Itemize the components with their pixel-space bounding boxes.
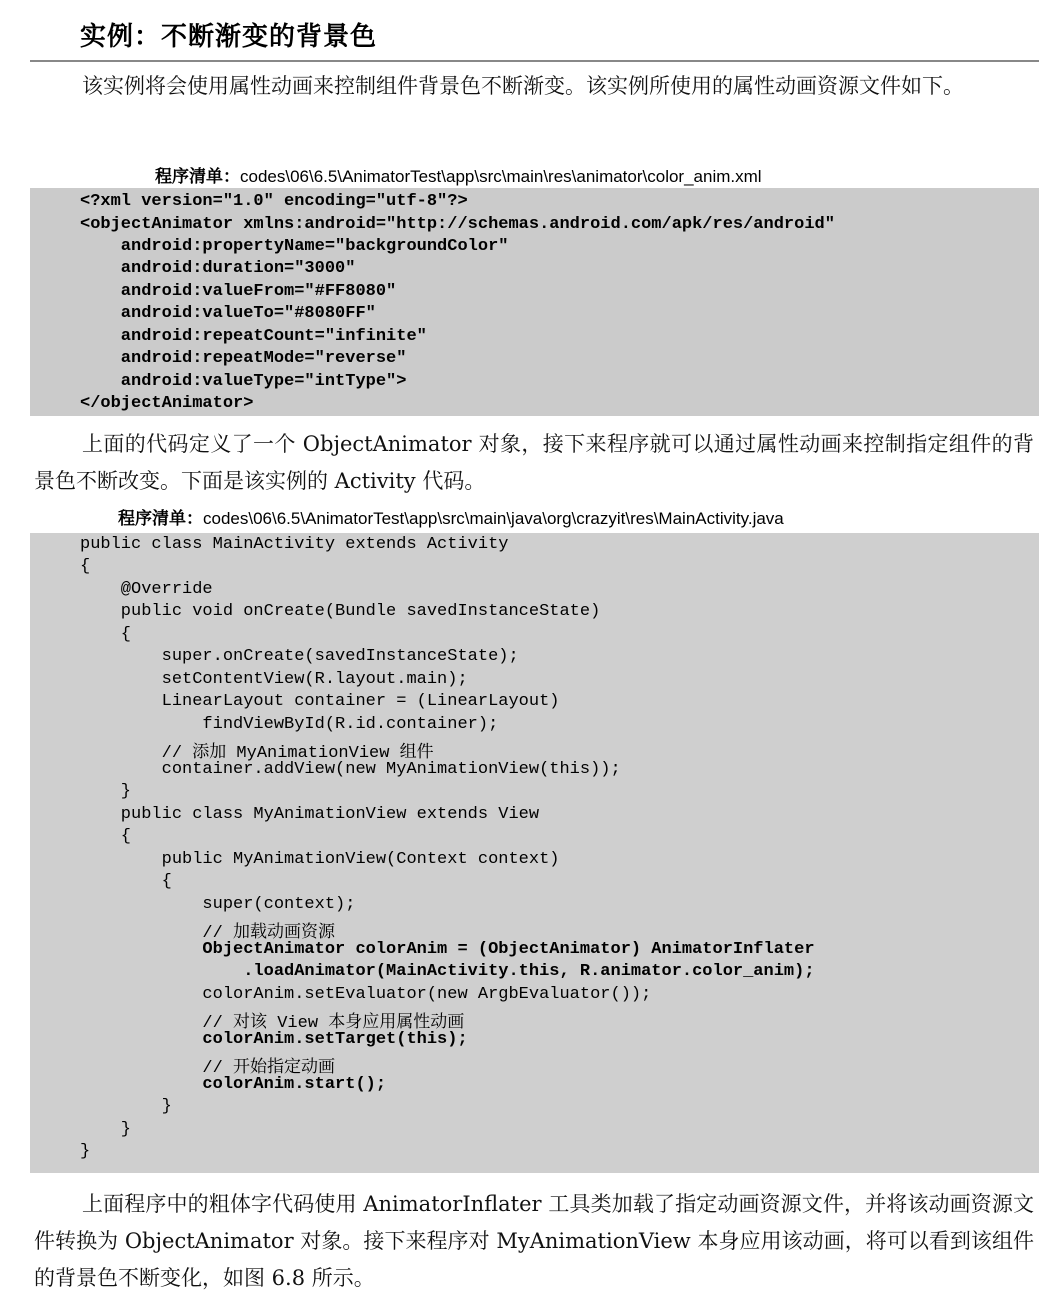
- code-line-bold: .loadAnimator(MainActivity.this, R.animator.color_anim);: [80, 962, 815, 981]
- code-line: super.onCreate(savedInstanceState);: [80, 647, 519, 666]
- code-line: {: [80, 625, 132, 644]
- code-line: public MyAnimationView(Context context): [80, 850, 560, 869]
- code-line: </objectAnimator>: [80, 394, 254, 413]
- code-comment: // 对该 View 本身应用属性动画: [80, 1014, 465, 1033]
- code-line-bold: ObjectAnimator colorAnim = (ObjectAnimator) AnimatorInflater: [80, 940, 815, 959]
- closing-paragraph: 上面程序中的粗体字代码使用 AnimatorInflater 工具类加载了指定动画资源文件，并将该动画资源文件转换为 ObjectAnimator 对象。接下来程序对 MyAnimationView 本身应用该动画，将可以看到该组件的背景色不断变化，如图 6.8 所示。: [34, 1192, 1034, 1290]
- code-line: android:valueTo="#8080FF": [80, 304, 376, 323]
- code-line: }: [80, 782, 132, 801]
- code-comment: // 加载动画资源: [80, 924, 336, 943]
- code-line: public class MyAnimationView extends View: [80, 805, 540, 824]
- code-line: }: [80, 1120, 132, 1139]
- code-comment: // 开始指定动画: [80, 1059, 336, 1078]
- heading-rule: [30, 60, 1039, 62]
- code-line: public void onCreate(Bundle savedInstanceState): [80, 602, 601, 621]
- code-line: {: [80, 557, 91, 576]
- code-line: android:repeatCount="infinite": [80, 327, 427, 346]
- intro-paragraph: 该实例将会使用属性动画来控制组件背景色不断渐变。该实例所使用的属性动画资源文件如下。: [82, 74, 964, 98]
- code-line: public class MainActivity extends Activity: [80, 535, 509, 554]
- code-line: {: [80, 827, 132, 846]
- code-line: container.addView(new MyAnimationView(this));: [80, 760, 621, 779]
- code-line-bold: colorAnim.setTarget(this);: [80, 1030, 468, 1049]
- code-line: }: [80, 1142, 91, 1161]
- code-line: android:valueFrom="#FF8080": [80, 282, 397, 301]
- middle-paragraph: 上面的代码定义了一个 ObjectAnimator 对象，接下来程序就可以通过属性动画来控制指定组件的背景色不断改变。下面是该实例的 Activity 代码。: [34, 432, 1034, 493]
- listing-caption-label: 程序清单：: [155, 167, 240, 186]
- code-line: setContentView(R.layout.main);: [80, 670, 468, 689]
- code-line: colorAnim.setEvaluator(new ArgbEvaluator());: [80, 985, 652, 1004]
- code-line: <?xml version="1.0" encoding="utf-8"?>: [80, 192, 468, 211]
- code-line-bold: colorAnim.start();: [80, 1075, 387, 1094]
- listing-caption-label: 程序清单：: [118, 509, 203, 528]
- code-line: super(context);: [80, 895, 356, 914]
- xml-code-block: [30, 188, 1039, 416]
- code-line: android:valueType="intType">: [80, 372, 407, 391]
- listing-caption-xml: [155, 162, 762, 187]
- code-line: <objectAnimator xmlns:android="http://schemas.android.com/apk/res/android": [80, 215, 835, 234]
- code-line: @Override: [80, 580, 213, 599]
- listing-caption-java: [118, 504, 784, 529]
- code-line: android:duration="3000": [80, 259, 356, 278]
- code-line: android:propertyName="backgroundColor": [80, 237, 509, 256]
- code-line: findViewById(R.id.container);: [80, 715, 499, 734]
- code-line: {: [80, 872, 172, 891]
- listing-caption-path: codes\06\6.5\AnimatorTest\app\src\main\java\org\crazyit\res\MainActivity.java: [203, 509, 784, 528]
- listing-caption-path: codes\06\6.5\AnimatorTest\app\src\main\res\animator\color_anim.xml: [240, 167, 762, 186]
- code-line: android:repeatMode="reverse": [80, 349, 407, 368]
- section-heading: 实例：不断渐变的背景色: [80, 22, 378, 52]
- code-comment: // 添加 MyAnimationView 组件: [80, 744, 434, 763]
- code-line: }: [80, 1097, 172, 1116]
- java-code-block: [30, 533, 1039, 1173]
- code-line: LinearLayout container = (LinearLayout): [80, 692, 560, 711]
